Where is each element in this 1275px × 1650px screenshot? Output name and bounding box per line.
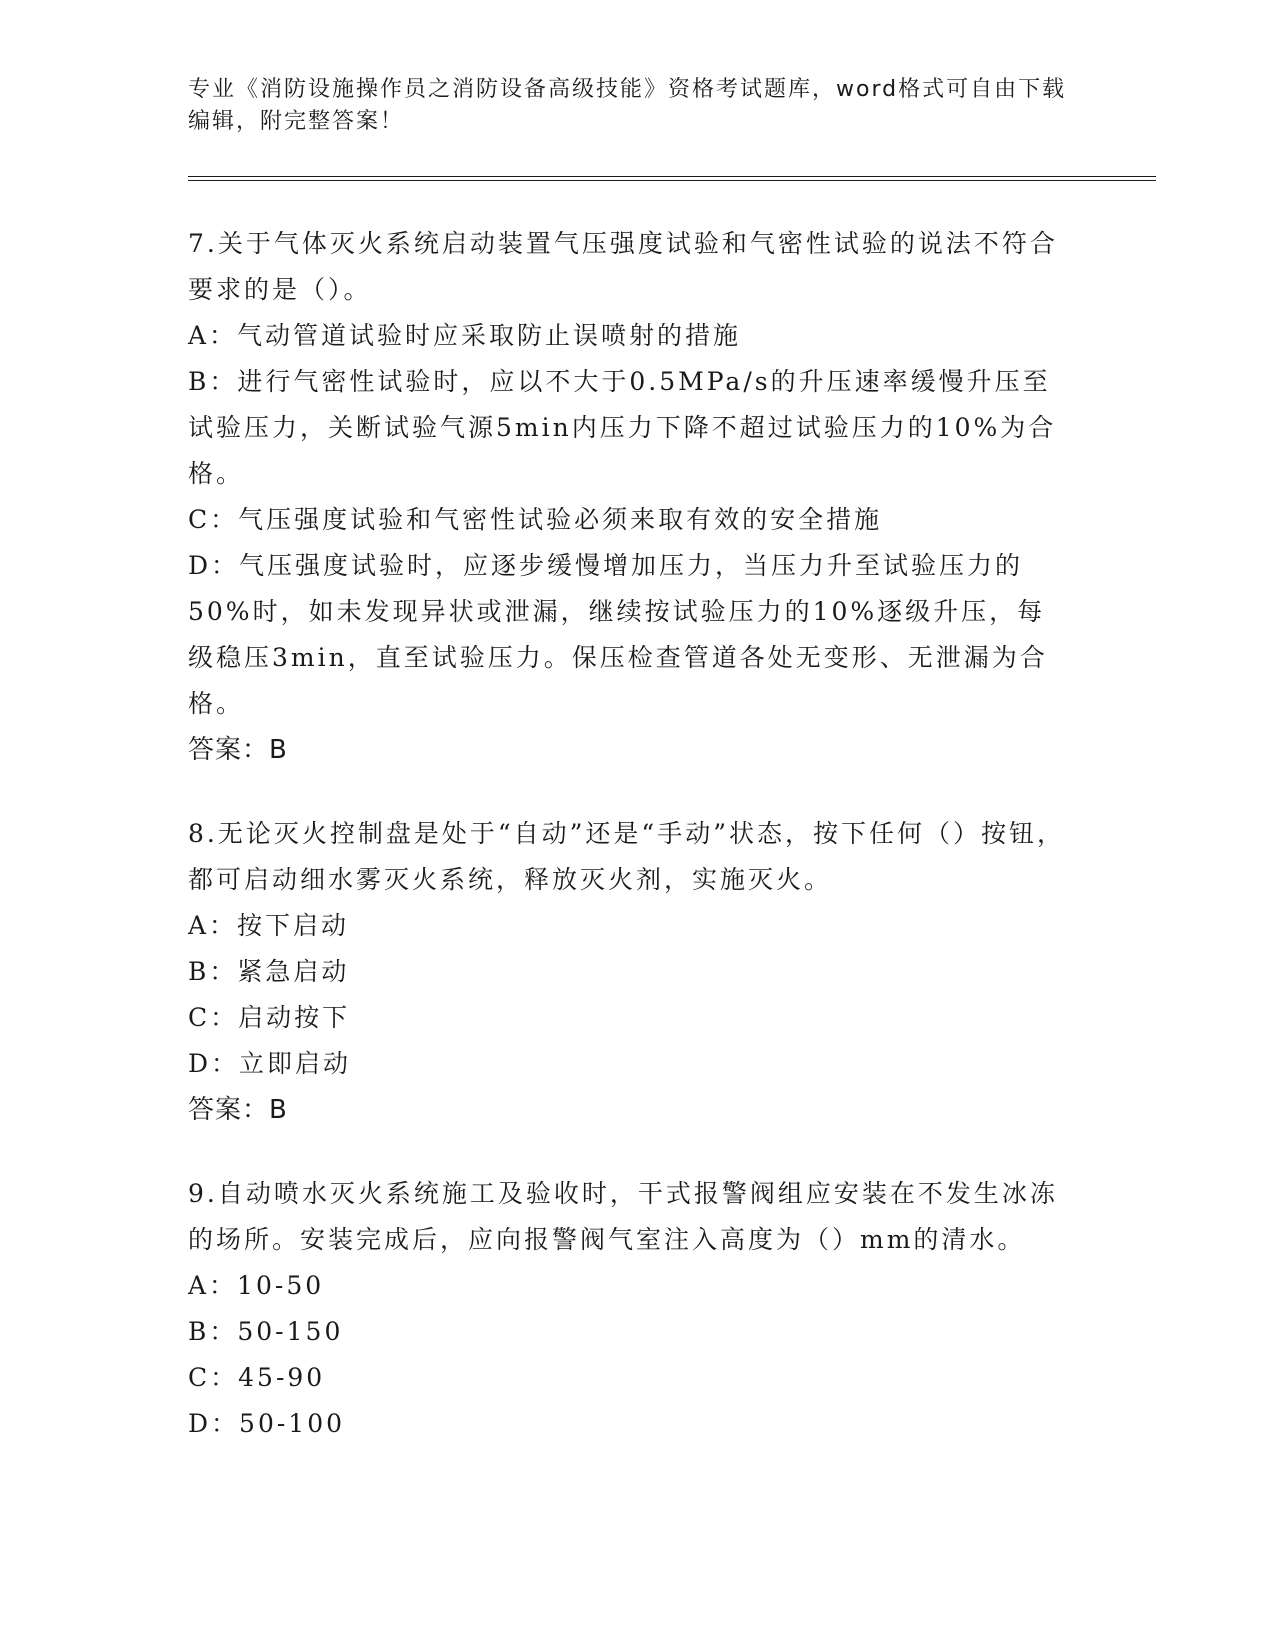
option-a: A：10-50 xyxy=(188,1271,325,1300)
question-8 xyxy=(188,811,1068,1133)
answer-line: 答案：B xyxy=(188,735,288,765)
option-b: B：进行气密性试验时，应以不大于0.5MPa/s的升压速率缓慢升压至试验压力，关断试验气源5min内压力下降不超过试验压力的10%为合格。 xyxy=(188,367,1057,488)
option-c: C：45-90 xyxy=(188,1363,326,1392)
option-a: A：气动管道试验时应采取防止误喷射的措施 xyxy=(188,321,742,350)
question-stem: 8.无论灭火控制盘是处于“自动”还是“手动”状态，按下任何（）按钮，都可启动细水雾灭火系统，释放灭火剂，实施灭火。 xyxy=(188,819,1065,894)
option-c: C：启动按下 xyxy=(188,1003,351,1032)
question-7 xyxy=(188,221,1068,773)
question-stem: 9.自动喷水灭火系统施工及验收时，干式报警阀组应安装在不发生冰冻的场所。安装完成后，应向报警阀气室注入高度为（）mm的清水。 xyxy=(188,1179,1058,1254)
question-9 xyxy=(188,1171,1068,1447)
option-d: D：气压强度试验时，应逐步缓慢增加压力，当压力升至试验压力的50%时，如未发现异状或泄漏，继续按试验压力的10%逐级升压，每级稳压3min，直至试验压力。保压检查管道各处无变形、无泄漏为合格。 xyxy=(188,551,1048,718)
document-page xyxy=(188,0,1158,1447)
option-d: D：50-100 xyxy=(188,1409,346,1438)
option-a: A：按下启动 xyxy=(188,911,350,940)
option-d: D：立即启动 xyxy=(188,1049,352,1078)
answer-line: 答案：B xyxy=(188,1095,288,1125)
question-stem: 7.关于气体灭火系统启动装置气压强度试验和气密性试验的说法不符合要求的是（）。 xyxy=(188,229,1058,304)
option-c: C：气压强度试验和气密性试验必须来取有效的安全措施 xyxy=(188,505,883,534)
option-b: B：紧急启动 xyxy=(188,957,350,986)
double-divider xyxy=(188,176,1156,181)
option-b: B：50-150 xyxy=(188,1317,344,1346)
document-intro: 专业《消防设施操作员之消防设备高级技能》资格考试题库，word格式可自由下载编辑，附完整答案！ xyxy=(188,77,1067,134)
